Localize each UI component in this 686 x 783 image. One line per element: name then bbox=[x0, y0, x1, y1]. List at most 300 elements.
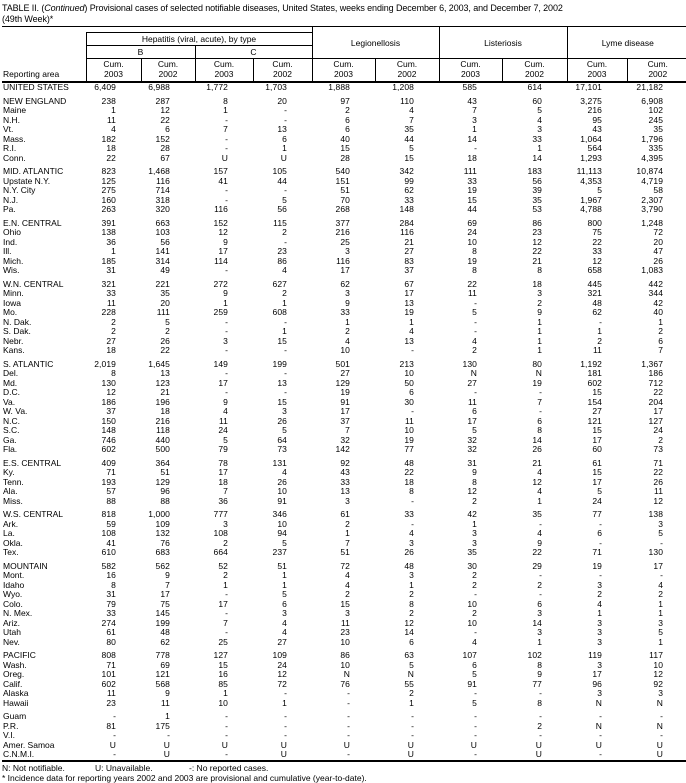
value-cell: 204 bbox=[648, 396, 664, 407]
value-cell: 4 bbox=[345, 335, 350, 346]
value-cell: 5 bbox=[472, 669, 477, 679]
value-cell: 1 bbox=[282, 570, 287, 580]
reporting-area-cell: Amer. Samoa bbox=[3, 739, 55, 750]
value-cell: - bbox=[225, 114, 228, 125]
value-cell: 71 bbox=[106, 659, 116, 670]
value-cell: 3 bbox=[597, 617, 603, 628]
value-cell: 3 bbox=[658, 518, 664, 529]
value-cell: 9 bbox=[537, 537, 543, 548]
value-cell: 6 bbox=[537, 415, 543, 426]
value-cell: 7 bbox=[658, 345, 664, 355]
value-cell: 33 bbox=[106, 288, 116, 298]
value-cell: 2 bbox=[472, 495, 477, 506]
value-cell: 4,719 bbox=[641, 175, 664, 186]
value-cell: 151 bbox=[335, 175, 350, 186]
value-cell: 108 bbox=[213, 528, 228, 538]
value-cell: 21,182 bbox=[636, 82, 664, 92]
value-cell: 27 bbox=[592, 406, 603, 416]
reporting-area-cell: R.I. bbox=[3, 143, 17, 153]
value-cell: 50 bbox=[404, 377, 414, 388]
value-cell: 10 bbox=[467, 617, 477, 628]
value-cell: 2 bbox=[345, 589, 350, 599]
value-cell: 22 bbox=[106, 152, 116, 163]
value-cell: 7 bbox=[345, 425, 350, 435]
value-cell: 11 bbox=[404, 415, 414, 426]
value-cell: 4 bbox=[537, 467, 543, 477]
value-cell: - bbox=[660, 711, 664, 721]
value-cell: 69 bbox=[160, 659, 170, 670]
value-cell: 142 bbox=[335, 444, 350, 454]
value-cell: 12 bbox=[532, 236, 543, 247]
value-cell: - bbox=[225, 194, 228, 205]
value-cell: 152 bbox=[213, 217, 228, 228]
value-cell: 17 bbox=[653, 560, 664, 571]
value-cell: 1 bbox=[658, 636, 664, 647]
table-row bbox=[2, 318, 686, 328]
value-cell: 130 bbox=[462, 358, 477, 369]
value-cell: - bbox=[660, 570, 664, 580]
column-header-listeriosis-2002 bbox=[502, 59, 567, 83]
value-cell: 2 bbox=[658, 434, 664, 445]
value-cell: 62 bbox=[160, 636, 170, 647]
value-cell: 4 bbox=[223, 406, 228, 416]
value-cell: U bbox=[375, 750, 439, 761]
value-cell: 99 bbox=[404, 175, 414, 186]
value-cell: U bbox=[407, 739, 414, 750]
value-cell: - bbox=[284, 236, 287, 247]
value-cell: 4,788 bbox=[580, 204, 603, 214]
value-cell: - bbox=[567, 750, 627, 761]
value-cell: 72 bbox=[277, 678, 287, 689]
value-cell: 11 bbox=[467, 396, 477, 407]
value-cell: - bbox=[539, 570, 543, 580]
value-cell: 2 bbox=[223, 570, 228, 580]
value-cell: 16 bbox=[218, 669, 228, 679]
value-cell: 21 bbox=[404, 236, 414, 247]
value-cell: 116 bbox=[336, 255, 350, 266]
value-cell: 114 bbox=[214, 255, 228, 266]
cum-label: Cum. bbox=[103, 59, 124, 69]
column-header-lyme-2002 bbox=[627, 59, 686, 83]
value-cell: 145 bbox=[155, 608, 170, 618]
value-cell: - bbox=[284, 185, 287, 195]
value-cell: - bbox=[347, 730, 350, 740]
table-legend bbox=[2, 763, 684, 773]
value-cell: 11 bbox=[592, 345, 603, 355]
cum-label: Cum. bbox=[157, 59, 179, 69]
value-cell: 1 bbox=[111, 246, 116, 256]
value-cell: 3 bbox=[409, 537, 414, 548]
value-cell: 102 bbox=[527, 650, 543, 660]
reporting-area-cell: N.C. bbox=[3, 415, 20, 426]
value-cell: 72 bbox=[653, 227, 664, 237]
value-cell: 62 bbox=[404, 185, 414, 195]
column-header-hepb-2003 bbox=[86, 59, 141, 83]
value-cell: 1 bbox=[537, 636, 543, 647]
value-cell: 3 bbox=[472, 528, 477, 538]
cum-label: Cum. bbox=[333, 59, 354, 69]
value-cell: 4 bbox=[409, 105, 414, 115]
value-cell: 5 bbox=[597, 486, 603, 496]
value-cell: 4 bbox=[537, 486, 543, 496]
value-cell: 71 bbox=[592, 547, 603, 557]
value-cell: 683 bbox=[155, 547, 170, 557]
value-cell: 13 bbox=[404, 297, 414, 308]
value-cell: 73 bbox=[277, 444, 287, 454]
value-cell: 3 bbox=[282, 608, 287, 618]
value-cell: 37 bbox=[340, 415, 350, 426]
table-row bbox=[2, 699, 686, 709]
value-cell: 18 bbox=[404, 476, 414, 487]
value-cell: 27 bbox=[467, 377, 477, 388]
value-cell: 83 bbox=[404, 255, 414, 266]
value-cell: - bbox=[411, 711, 414, 721]
value-cell: 8 bbox=[537, 425, 543, 435]
value-cell: 14 bbox=[532, 434, 543, 445]
year-label: 2003 bbox=[104, 68, 123, 79]
value-cell: 25 bbox=[218, 636, 228, 647]
value-cell: 28 bbox=[160, 143, 170, 153]
value-cell: 5 bbox=[472, 697, 477, 708]
column-header-legionellosis-2003 bbox=[312, 59, 375, 83]
value-cell: 15 bbox=[218, 659, 228, 670]
value-cell: 88 bbox=[160, 495, 170, 506]
value-cell: 11 bbox=[218, 415, 228, 426]
value-cell: 13 bbox=[277, 377, 287, 388]
value-cell: 1 bbox=[537, 335, 543, 346]
cum-label: Cum. bbox=[586, 59, 608, 69]
value-cell: 10 bbox=[467, 598, 477, 609]
value-cell: N bbox=[470, 368, 477, 378]
column-header-hepc-2002 bbox=[253, 59, 312, 83]
value-cell: 19 bbox=[404, 307, 414, 317]
value-cell: - bbox=[225, 345, 228, 355]
value-cell: - bbox=[599, 537, 603, 548]
value-cell: 216 bbox=[335, 227, 350, 237]
value-cell: 238 bbox=[101, 95, 116, 106]
value-cell: 2 bbox=[658, 589, 664, 599]
value-cell: 1,645 bbox=[148, 358, 170, 369]
table-row bbox=[2, 600, 686, 610]
value-cell: 1,083 bbox=[641, 265, 664, 275]
value-cell: 199 bbox=[272, 358, 287, 369]
value-cell: 610 bbox=[101, 547, 116, 557]
value-cell: 21 bbox=[532, 457, 543, 468]
value-cell: 196 bbox=[155, 396, 170, 407]
value-cell: 123 bbox=[155, 377, 170, 388]
value-cell: 778 bbox=[155, 650, 170, 660]
value-cell: 23 bbox=[106, 697, 116, 708]
value-cell: U bbox=[221, 152, 228, 163]
value-cell: - bbox=[411, 345, 414, 355]
value-cell: 24 bbox=[592, 495, 603, 506]
value-cell: 49 bbox=[160, 265, 170, 275]
value-cell: 86 bbox=[340, 650, 350, 660]
value-cell: 1 bbox=[472, 518, 477, 529]
value-cell: 57 bbox=[106, 486, 116, 496]
year-label: 2002 bbox=[397, 68, 417, 79]
value-cell: 81 bbox=[106, 720, 116, 731]
reporting-area-cell: MID. ATLANTIC bbox=[3, 166, 64, 176]
value-cell: - bbox=[225, 711, 228, 721]
value-cell: 6 bbox=[658, 335, 664, 346]
value-cell: - bbox=[439, 750, 502, 761]
reporting-area-cell: E.N. CENTRAL bbox=[3, 217, 62, 228]
value-cell: 47 bbox=[653, 246, 664, 256]
value-cell: N bbox=[595, 697, 603, 708]
table-footnote: * Incidence data for reporting years 2002 and 2003 are provisional and cumulative (year-to-date). bbox=[2, 772, 367, 783]
year-label: 2002 bbox=[648, 68, 668, 79]
value-cell: 11 bbox=[160, 697, 170, 708]
value-cell: 51 bbox=[340, 547, 350, 557]
value-cell: 35 bbox=[404, 124, 414, 134]
value-cell: 35 bbox=[160, 288, 170, 298]
reporting-area-cell: Mont. bbox=[3, 570, 25, 580]
value-cell: 213 bbox=[399, 358, 414, 369]
value-cell: 7 bbox=[472, 105, 477, 115]
value-cell: 181 bbox=[587, 368, 603, 378]
value-cell: 33 bbox=[467, 175, 477, 186]
value-cell: 3 bbox=[345, 246, 350, 256]
value-cell: 342 bbox=[399, 166, 414, 176]
value-cell: 61 bbox=[106, 627, 116, 637]
value-cell: 4 bbox=[111, 124, 116, 134]
value-cell: - bbox=[113, 711, 116, 721]
value-cell: 18 bbox=[467, 152, 477, 163]
value-cell: - bbox=[474, 688, 477, 698]
table-row bbox=[2, 487, 686, 497]
table-row bbox=[2, 581, 686, 591]
reporting-area-cell: N. Dak. bbox=[3, 316, 32, 327]
value-cell: 63 bbox=[404, 650, 414, 660]
value-cell: 3 bbox=[537, 124, 543, 134]
group-header-hepatitis: Hepatitis (viral, acute), by type bbox=[86, 33, 312, 46]
value-cell: 1 bbox=[658, 598, 664, 609]
value-cell: 18 bbox=[218, 476, 228, 487]
value-cell: 15 bbox=[404, 152, 414, 163]
table-title bbox=[2, 3, 684, 25]
reporting-area-cell: Ariz. bbox=[3, 617, 20, 628]
value-cell: 6 bbox=[282, 598, 287, 609]
reporting-area-cell: Iowa bbox=[3, 297, 21, 308]
reporting-area-cell: V.I. bbox=[3, 730, 15, 740]
table-row bbox=[2, 346, 686, 356]
value-cell: U bbox=[343, 739, 350, 750]
year-label: 2003 bbox=[461, 68, 480, 79]
value-cell: 7 bbox=[223, 617, 228, 628]
value-cell: - bbox=[284, 387, 287, 397]
value-cell: 4 bbox=[472, 335, 477, 346]
value-cell: 19 bbox=[404, 434, 414, 445]
value-cell: 12 bbox=[592, 255, 603, 266]
value-cell: 20 bbox=[277, 95, 287, 106]
table-row bbox=[2, 638, 686, 648]
value-cell: 109 bbox=[272, 650, 287, 660]
value-cell: 32 bbox=[467, 434, 477, 445]
reporting-area-cell: W.N. CENTRAL bbox=[3, 278, 64, 289]
value-cell: 1,967 bbox=[580, 194, 603, 205]
value-cell: 17 bbox=[218, 377, 228, 388]
value-cell: 8 bbox=[223, 95, 228, 106]
reporting-area-cell: Pa. bbox=[3, 204, 16, 214]
value-cell: 4,353 bbox=[580, 175, 603, 186]
reporting-area-cell: P.R. bbox=[3, 720, 19, 731]
value-cell: - bbox=[660, 730, 664, 740]
table-row bbox=[2, 497, 686, 507]
value-cell: 2 bbox=[223, 537, 228, 548]
value-cell: 11,113 bbox=[576, 166, 603, 176]
value-cell: 664 bbox=[213, 547, 228, 557]
value-cell: 23 bbox=[340, 627, 350, 637]
reporting-area-cell: Idaho bbox=[3, 579, 25, 590]
table-row bbox=[2, 750, 686, 761]
value-cell: 115 bbox=[273, 217, 287, 228]
value-cell: 6 bbox=[165, 124, 170, 134]
value-cell: 24 bbox=[218, 425, 228, 435]
column-header-listeriosis-2003 bbox=[439, 59, 502, 83]
value-cell: 21 bbox=[160, 387, 170, 397]
value-cell: 6,409 bbox=[94, 82, 116, 92]
value-cell: 102 bbox=[648, 105, 664, 115]
value-cell: 4 bbox=[345, 570, 350, 580]
subgroup-header-hepatitis-c: C bbox=[195, 46, 312, 59]
value-cell: 27 bbox=[277, 636, 287, 647]
value-cell: 2 bbox=[597, 335, 603, 346]
value-cell: 21 bbox=[532, 255, 543, 266]
value-cell: 14 bbox=[532, 617, 543, 628]
value-cell: 117 bbox=[649, 650, 664, 660]
table-row bbox=[2, 445, 686, 455]
value-cell: 40 bbox=[340, 133, 350, 144]
year-label: 2002 bbox=[525, 68, 544, 79]
value-cell: 14 bbox=[467, 133, 477, 144]
value-cell: 2 bbox=[111, 326, 116, 336]
value-cell: 4 bbox=[537, 114, 543, 125]
reporting-area-cell: Md. bbox=[3, 377, 18, 388]
value-cell: 51 bbox=[340, 185, 350, 195]
reporting-area-cell: Wyo. bbox=[3, 589, 23, 599]
value-cell: 1,248 bbox=[641, 217, 664, 228]
value-cell: 1 bbox=[223, 297, 228, 308]
value-cell: 148 bbox=[399, 204, 414, 214]
value-cell: 377 bbox=[335, 217, 350, 228]
value-cell: 51 bbox=[160, 467, 170, 477]
value-cell: 221 bbox=[155, 278, 170, 289]
value-cell: 808 bbox=[101, 650, 116, 660]
value-cell: 28 bbox=[340, 152, 350, 163]
value-cell: 4 bbox=[409, 528, 414, 538]
value-cell: 129 bbox=[155, 476, 170, 487]
value-cell: 149 bbox=[213, 358, 228, 369]
value-cell: 9 bbox=[537, 307, 543, 317]
value-cell: 116 bbox=[214, 204, 228, 214]
value-cell: - bbox=[474, 316, 477, 327]
value-cell: 11 bbox=[106, 297, 116, 308]
value-cell: 157 bbox=[213, 166, 228, 176]
value-cell: 127 bbox=[648, 415, 664, 426]
value-cell: - bbox=[347, 720, 350, 731]
value-cell: 18 bbox=[106, 345, 116, 355]
value-cell: 2 bbox=[472, 608, 477, 618]
value-cell: 10 bbox=[340, 659, 350, 670]
table-row bbox=[2, 82, 686, 93]
value-cell: 5 bbox=[597, 185, 603, 195]
value-cell: 17 bbox=[467, 415, 477, 426]
value-cell: U bbox=[163, 739, 170, 750]
value-cell: - bbox=[225, 185, 228, 195]
reporting-area-cell: Conn. bbox=[3, 152, 26, 163]
value-cell: 1,367 bbox=[641, 358, 664, 369]
table-row bbox=[2, 308, 686, 318]
value-cell: 1 bbox=[537, 143, 543, 153]
reporting-area-cell: D.C. bbox=[3, 387, 20, 397]
value-cell: 3 bbox=[597, 579, 603, 590]
value-cell: 17 bbox=[653, 406, 664, 416]
value-cell: 17 bbox=[218, 246, 228, 256]
value-cell: 5 bbox=[165, 316, 170, 327]
value-cell: 2 bbox=[472, 579, 477, 590]
value-cell: 150 bbox=[101, 415, 116, 426]
value-cell: 1 bbox=[223, 579, 228, 590]
value-cell: - bbox=[347, 688, 350, 698]
value-cell: 2 bbox=[409, 589, 414, 599]
value-cell: 109 bbox=[155, 518, 170, 529]
value-cell: 75 bbox=[160, 598, 170, 609]
value-cell: 105 bbox=[272, 166, 287, 176]
value-cell: 22 bbox=[160, 345, 170, 355]
value-cell: 4 bbox=[597, 598, 603, 609]
value-cell: - bbox=[284, 345, 287, 355]
value-cell: 1 bbox=[282, 579, 287, 590]
value-cell: 101 bbox=[101, 669, 116, 679]
value-cell: 1,703 bbox=[265, 82, 287, 92]
reporting-area-cell: Tenn. bbox=[3, 476, 24, 487]
value-cell: 14 bbox=[404, 627, 414, 637]
value-cell: 15 bbox=[277, 396, 287, 407]
value-cell: - bbox=[195, 750, 253, 761]
value-cell: 48 bbox=[592, 297, 603, 308]
value-cell: 5 bbox=[537, 105, 543, 115]
value-cell: 16 bbox=[106, 570, 116, 580]
value-cell: 1 bbox=[223, 105, 228, 115]
value-cell: 4 bbox=[409, 326, 414, 336]
value-cell: 61 bbox=[340, 509, 350, 519]
value-cell: 61 bbox=[592, 457, 603, 468]
value-cell: 15 bbox=[277, 335, 287, 346]
value-cell: 58 bbox=[653, 185, 664, 195]
value-cell: 19 bbox=[592, 560, 603, 571]
reporting-area-cell: La. bbox=[3, 528, 15, 538]
table-row bbox=[2, 722, 686, 732]
value-cell: 79 bbox=[218, 444, 228, 454]
value-cell: 364 bbox=[155, 457, 170, 468]
table-row bbox=[2, 562, 686, 572]
value-cell: 33 bbox=[404, 509, 414, 519]
value-cell: 9 bbox=[537, 669, 543, 679]
value-cell: 26 bbox=[404, 547, 414, 557]
value-cell: 314 bbox=[155, 255, 170, 266]
reporting-area-cell: Ill. bbox=[3, 246, 12, 256]
value-cell: 3 bbox=[537, 627, 543, 637]
value-cell: 186 bbox=[648, 368, 664, 378]
value-cell: 1 bbox=[282, 297, 287, 308]
value-cell: 12 bbox=[106, 387, 116, 397]
value-cell: 2 bbox=[537, 720, 543, 731]
value-cell: 91 bbox=[277, 495, 287, 506]
value-cell: - bbox=[539, 387, 543, 397]
value-cell: 1,468 bbox=[148, 166, 170, 176]
table-row bbox=[2, 571, 686, 581]
